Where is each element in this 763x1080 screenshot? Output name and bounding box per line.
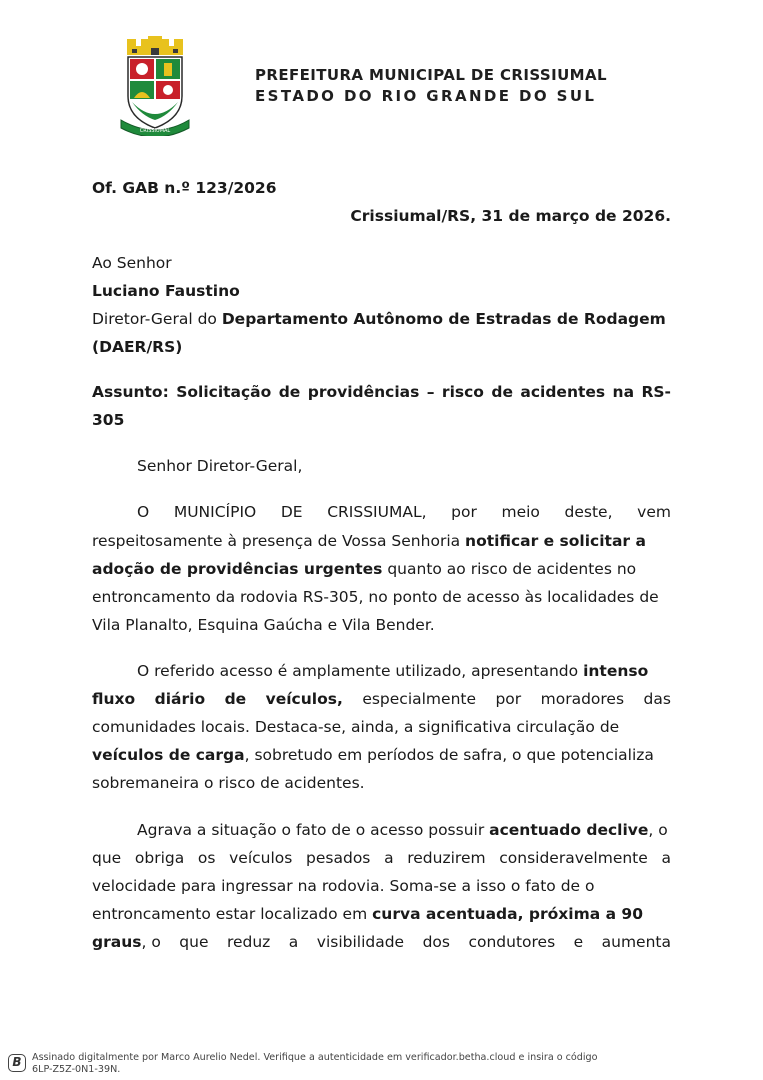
p3-line2: que obriga os veículos pesados a reduzirem consideravelmente a: [92, 849, 671, 867]
greeting: Senhor Diretor-Geral,: [137, 457, 303, 475]
p1-line4: entroncamento da rodovia RS-305, no ponto de acesso às localidades de: [92, 588, 659, 606]
p1-line2: respeitosamente à presença de Vossa Senhoria notificar e solicitar a: [92, 532, 646, 550]
p1-line3: adoção de providências urgentes quanto ao risco de acidentes no: [92, 560, 637, 578]
p1-line5: Vila Planalto, Esquina Gaúcha e Vila Bender.: [92, 616, 435, 634]
shield-icon: [128, 57, 182, 128]
digital-signature-footer: [4, 1052, 754, 1078]
p3-line1: Agrava a situação o fato de o acesso possuir acentuado declive, o: [137, 821, 668, 839]
p3-line3: velocidade para ingressar na rodovia. Soma-se a isso o fato de o: [92, 877, 595, 895]
crest-motto: CRISSIUMAL: [139, 128, 171, 134]
letterhead: [255, 66, 607, 105]
salutation: Ao Senhor: [92, 254, 172, 272]
p2-line5: sobremaneira o risco de acidentes.: [92, 774, 365, 792]
p3-line5: graus, o que reduz a visibilidade dos condutores e aumenta: [92, 933, 671, 951]
subject-line2: 305: [92, 411, 125, 429]
p2-line3: comunidades locais. Destaca-se, ainda, a significativa circulação de: [92, 718, 620, 736]
p2-line4: veículos de carga, sobretudo em períodos de safra, o que potencializa: [92, 746, 654, 764]
crown-icon: [127, 36, 183, 55]
letterhead-line1: PREFEITURA MUNICIPAL DE CRISSIUMAL: [255, 66, 607, 84]
recipient-name: Luciano Faustino: [92, 282, 240, 300]
letterhead-line2: ESTADO DO RIO GRANDE DO SUL: [255, 87, 597, 105]
municipal-coat-of-arms: [118, 36, 192, 136]
document-date: Crissiumal/RS, 31 de março de 2026.: [350, 207, 671, 225]
signature-line1: Assinado digitalmente por Marco Aurelio Nedel. Verifique a autenticidade em verificador.betha.cloud e insira o código: [32, 1052, 598, 1063]
recipient-title: Diretor-Geral do Departamento Autônomo de Estradas de Rodagem: [92, 310, 666, 328]
betha-badge-icon: B: [8, 1054, 26, 1072]
p2-line1: O referido acesso é amplamente utilizado, apresentando intenso: [137, 662, 649, 680]
signature-text: [32, 1052, 598, 1076]
subject-label: Assunto:: [92, 383, 169, 401]
p1-line1: O MUNICÍPIO DE CRISSIUMAL, por meio deste, vem: [137, 503, 671, 521]
signature-code: 6LP-Z5Z-0N1-39N.: [32, 1064, 121, 1075]
recipient-org-abbr: (DAER/RS): [92, 338, 183, 356]
subject-line1: Assunto: Solicitação de providências – risco de acidentes na RS-: [92, 383, 671, 401]
p2-line2: fluxo diário de veículos, especialmente por moradores das: [92, 690, 671, 708]
p3-line4: entroncamento estar localizado em curva acentuada, próxima a 90: [92, 905, 644, 923]
document-number: Of. GAB n.º 123/2026: [92, 179, 277, 197]
